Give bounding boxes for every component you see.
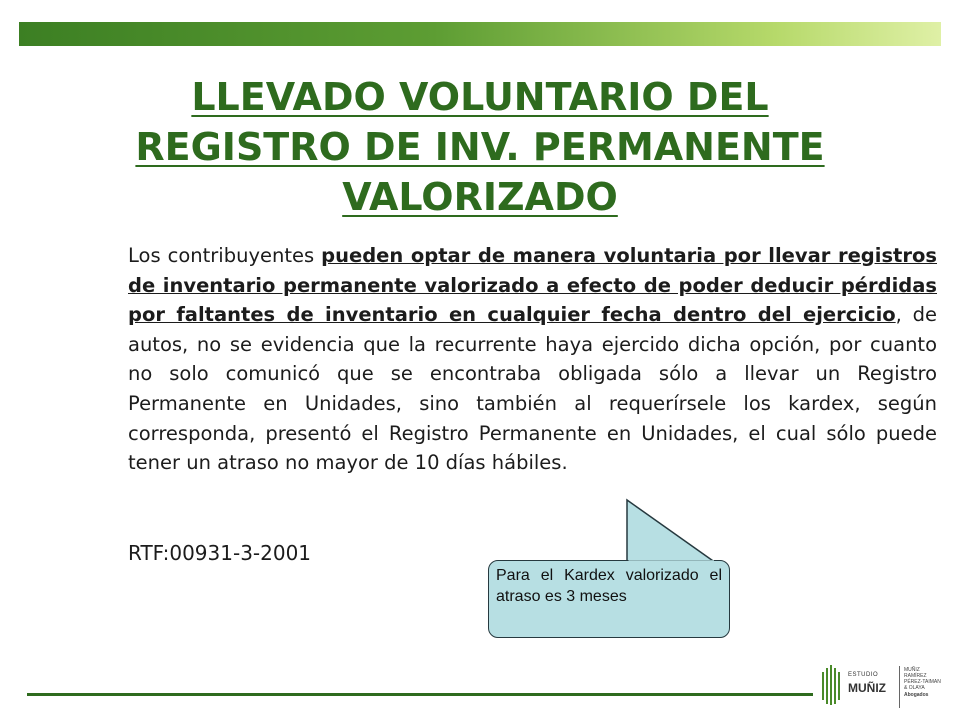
logo-divider xyxy=(899,666,900,708)
tribunal-reference: RTF:00931-3-2001 xyxy=(128,541,312,565)
logo-partner: MUÑIZ xyxy=(904,667,920,673)
callout-box: Para el Kardex valorizado el atraso es 3 meses xyxy=(488,560,730,638)
estudio-muniz-logo xyxy=(820,662,950,714)
logo-mark-icon xyxy=(820,664,844,706)
logo-tagline: Abogados xyxy=(904,692,929,698)
logo-partner: & OLAYA xyxy=(904,685,925,691)
logo-studio-text: ESTUDIO xyxy=(848,672,879,678)
logo-name-text: MUÑIZ xyxy=(848,681,886,695)
body-intro: Los contribuyentes xyxy=(128,244,322,267)
logo-partner: PÉREZ-TAIMAN xyxy=(904,679,941,685)
body-paragraph xyxy=(128,241,937,478)
body-highlight: pueden optar de manera voluntaria por llevar registros de inventario permanente valorizado a efecto de poder deducir pérdidas por faltantes de inventario en cualquier fecha dentro del ejercicio xyxy=(128,244,937,327)
slide-title: LLEVADO VOLUNTARIO DEL REGISTRO DE INV. PERMANENTE VALORIZADO xyxy=(135,75,825,219)
top-gradient-bar xyxy=(19,22,941,46)
body-rest: , de autos, no se evidencia que la recurrente haya ejercido dicha opción, por cuanto no solo comunicó que se encontraba obligada sólo a llevar un Registro Permanente en Unidades, sino también al requerírsele los kardex, según corresponda, presentó el Registro Permanente en Unidades, el cual sólo puede tener un atraso no mayor de 10 días hábiles. xyxy=(128,303,937,475)
bottom-divider xyxy=(27,693,813,696)
logo-partners xyxy=(904,667,948,698)
logo-partner: RAMÍREZ xyxy=(904,673,927,679)
